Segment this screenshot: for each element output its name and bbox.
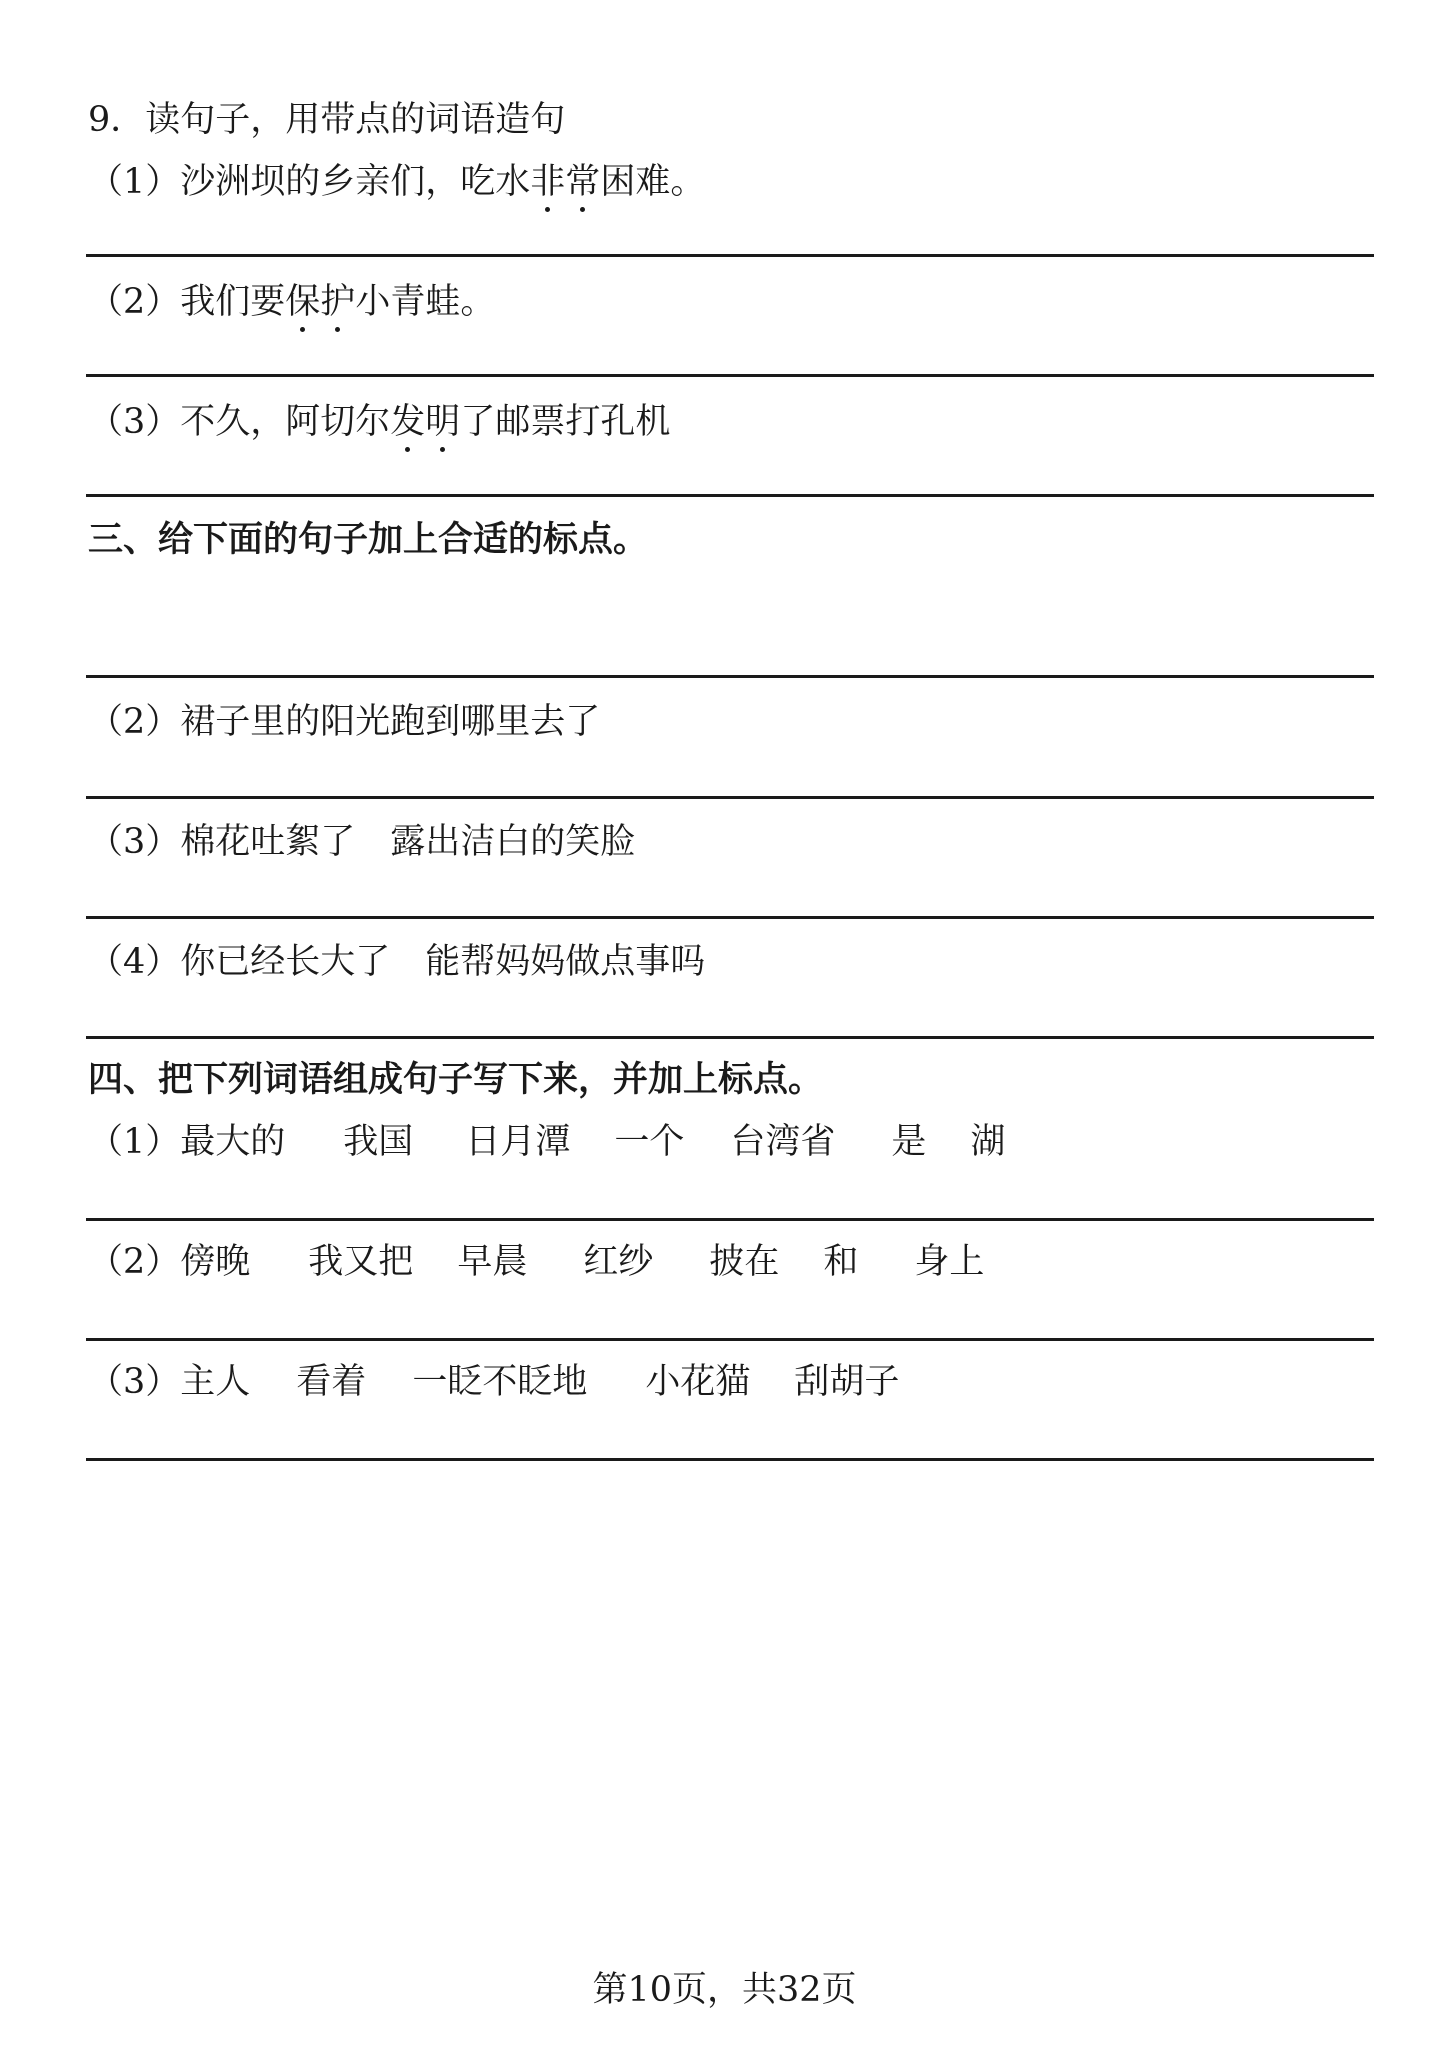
section4-item-1 (88, 1120, 1005, 1164)
section4-item-3 (88, 1360, 899, 1404)
word-chip: 早晨 (457, 1242, 528, 1282)
answer-line[interactable] (86, 675, 1374, 678)
word-chip: 红纱 (583, 1242, 654, 1282)
answer-line[interactable] (86, 374, 1374, 377)
q9-item-1-suffix: 困难。 (600, 162, 706, 202)
dotted-character: 非 (530, 162, 566, 202)
q9-item-3-prefix: （3）不久，阿切尔 (88, 402, 391, 442)
section4-title: 四、把下列词语组成句子写下来，并加上标点。 (88, 1059, 824, 1100)
word-chip: 看着 (296, 1362, 367, 1402)
page-number: 第10页，共32页 (592, 1970, 857, 2010)
answer-line[interactable] (86, 796, 1374, 799)
section4-item-2-num: （2） (88, 1242, 181, 1282)
answer-line[interactable] (86, 494, 1374, 497)
section4-item-1-num: （1） (88, 1122, 181, 1162)
word-chip: 是 (891, 1122, 927, 1162)
word-chip: 主人 (180, 1362, 251, 1402)
dotted-character: 发 (390, 402, 426, 442)
word-chip: 傍晚 (180, 1242, 251, 1282)
word-chip: 我国 (343, 1122, 414, 1162)
word-chip: 台湾省 (730, 1122, 836, 1162)
word-chip: 刮胡子 (794, 1362, 900, 1402)
q9-item-2-prefix: （2）我们要 (88, 282, 286, 322)
section4-item-3-words (180, 1360, 899, 1404)
dotted-character: 护 (320, 282, 356, 322)
word-chip: 披在 (709, 1242, 780, 1282)
dotted-character: 保 (285, 282, 321, 322)
dotted-character: 明 (425, 402, 461, 442)
answer-line[interactable] (86, 1338, 1374, 1341)
word-chip: 身上 (914, 1242, 985, 1282)
answer-line[interactable] (86, 254, 1374, 257)
q9-item-2-dotted (285, 282, 355, 322)
section3-item-4: （4）你已经长大了 能帮妈妈做点事吗 (88, 942, 706, 982)
q9-item-3 (88, 400, 670, 444)
answer-line[interactable] (86, 1458, 1374, 1461)
q9-item-2 (88, 280, 495, 324)
word-chip: 小花猫 (645, 1362, 751, 1402)
word-chip: 一眨不眨地 (412, 1362, 588, 1402)
q9-title: 9．读句子，用带点的词语造句 (88, 100, 566, 140)
word-chip: 和 (823, 1242, 859, 1282)
q9-item-1-dotted (530, 162, 600, 202)
dotted-character: 常 (565, 162, 601, 202)
section4-item-2-words (180, 1240, 984, 1284)
word-chip: 日月潭 (465, 1122, 571, 1162)
q9-item-1-prefix: （1）沙洲坝的乡亲们，吃水 (88, 162, 531, 202)
section4-item-2 (88, 1240, 984, 1284)
answer-line[interactable] (86, 916, 1374, 919)
section4-item-3-num: （3） (88, 1362, 181, 1402)
q9-item-2-suffix: 小青蛙。 (355, 282, 496, 322)
section3-title: 三、给下面的句子加上合适的标点。 (88, 519, 649, 560)
word-chip: 我又把 (308, 1242, 414, 1282)
answer-line[interactable] (86, 1218, 1374, 1221)
word-chip: 最大的 (180, 1122, 286, 1162)
word-chip: 湖 (970, 1122, 1006, 1162)
q9-item-1 (88, 160, 705, 204)
answer-line[interactable] (86, 1036, 1374, 1039)
word-chip: 一个 (614, 1122, 685, 1162)
section3-item-3: （3）棉花吐絮了 露出洁白的笑脸 (88, 822, 636, 862)
section4-item-1-words (180, 1120, 1005, 1164)
q9-item-3-suffix: 了邮票打孔机 (460, 402, 671, 442)
section3-item-2: （2）裙子里的阳光跑到哪里去了 (88, 702, 601, 742)
q9-item-3-dotted (390, 402, 460, 442)
